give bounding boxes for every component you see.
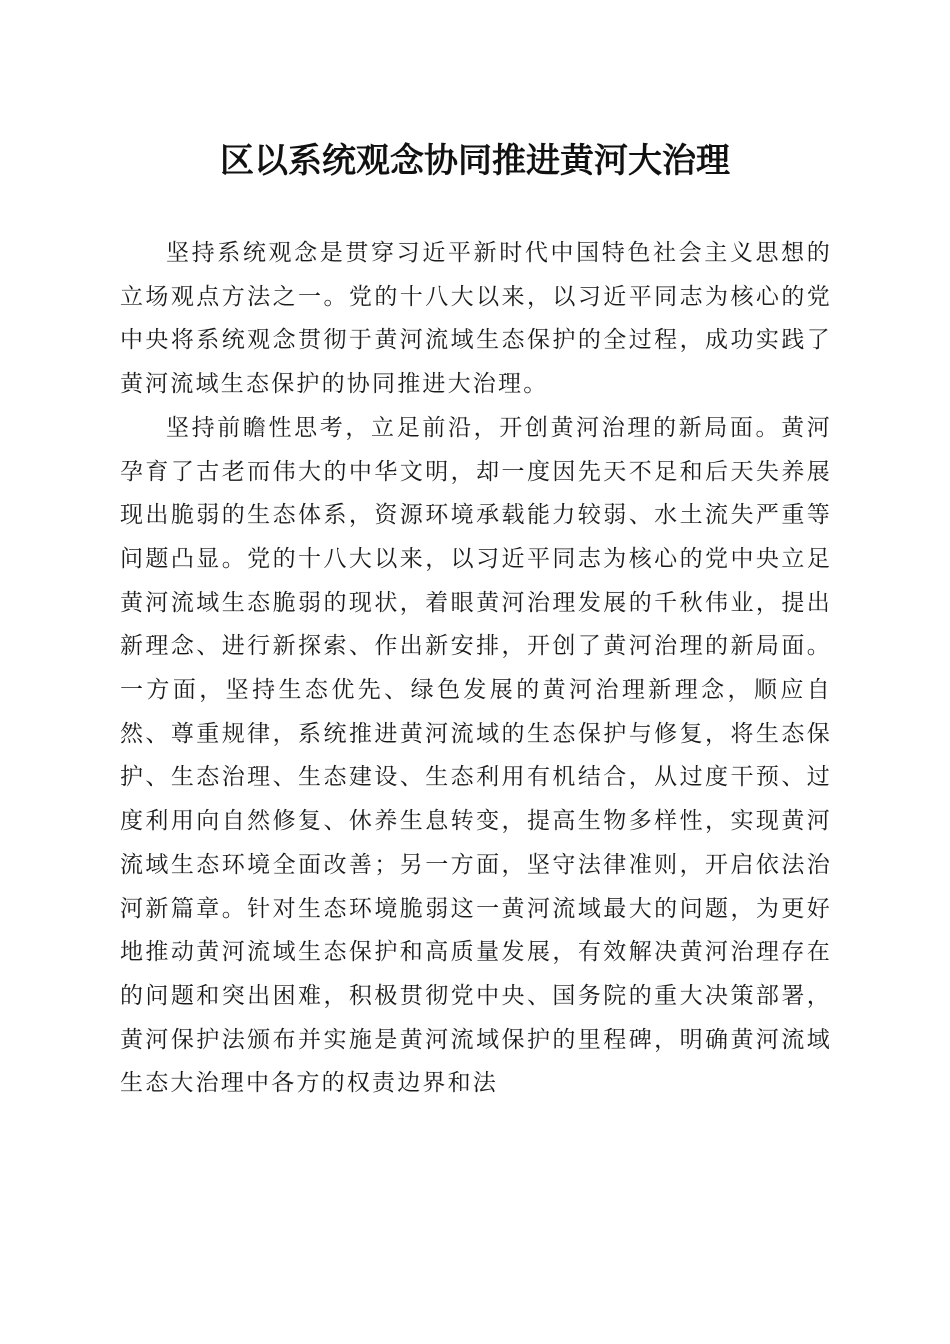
- paragraph-1: 坚持系统观念是贯穿习近平新时代中国特色社会主义思想的立场观点方法之一。党的十八大以来，以习近平同志为核心的党中央将系统观念贯彻于黄河流域生态保护的全过程，成功实践了黄河流域生态保护的协同推进大治理。: [120, 240, 832, 398]
- document-title: 区以系统观念协同推进黄河大治理: [220, 141, 730, 181]
- document-body: [120, 232, 832, 1106]
- paragraph-2: 坚持前瞻性思考，立足前沿，开创黄河治理的新局面。黄河孕育了古老而伟大的中华文明，却一度因先天不足和后天失养展现出脆弱的生态体系，资源环境承载能力较弱、水土流失严重等问题凸显。党的十八大以来，以习近平同志为核心的党中央立足黄河流域生态脆弱的现状，着眼黄河治理发展的千秋伟业，提出新理念、进行新探索、作出新安排，开创了黄河治理的新局面。一方面，坚持生态优先、绿色发展的黄河治理新理念，顺应自然、尊重规律，系统推进黄河流域的生态保护与修复，将生态保护、生态治理、生态建设、生态利用有机结合，从过度干预、过度利用向自然修复、休养生息转变，提高生物多样性，实现黄河流域生态环境全面改善；另一方面，坚守法律准则，开启依法治河新篇章。针对生态环境脆弱这一黄河流域最大的问题，为更好地推动黄河流域生态保护和高质量发展，有效解决黄河治理存在的问题和突出困难，积极贯彻党中央、国务院的重大决策部署，黄河保护法颁布并实施是黄河流域保护的里程碑，明确黄河流域生态大治理中各方的权责边界和法: [120, 414, 832, 1097]
